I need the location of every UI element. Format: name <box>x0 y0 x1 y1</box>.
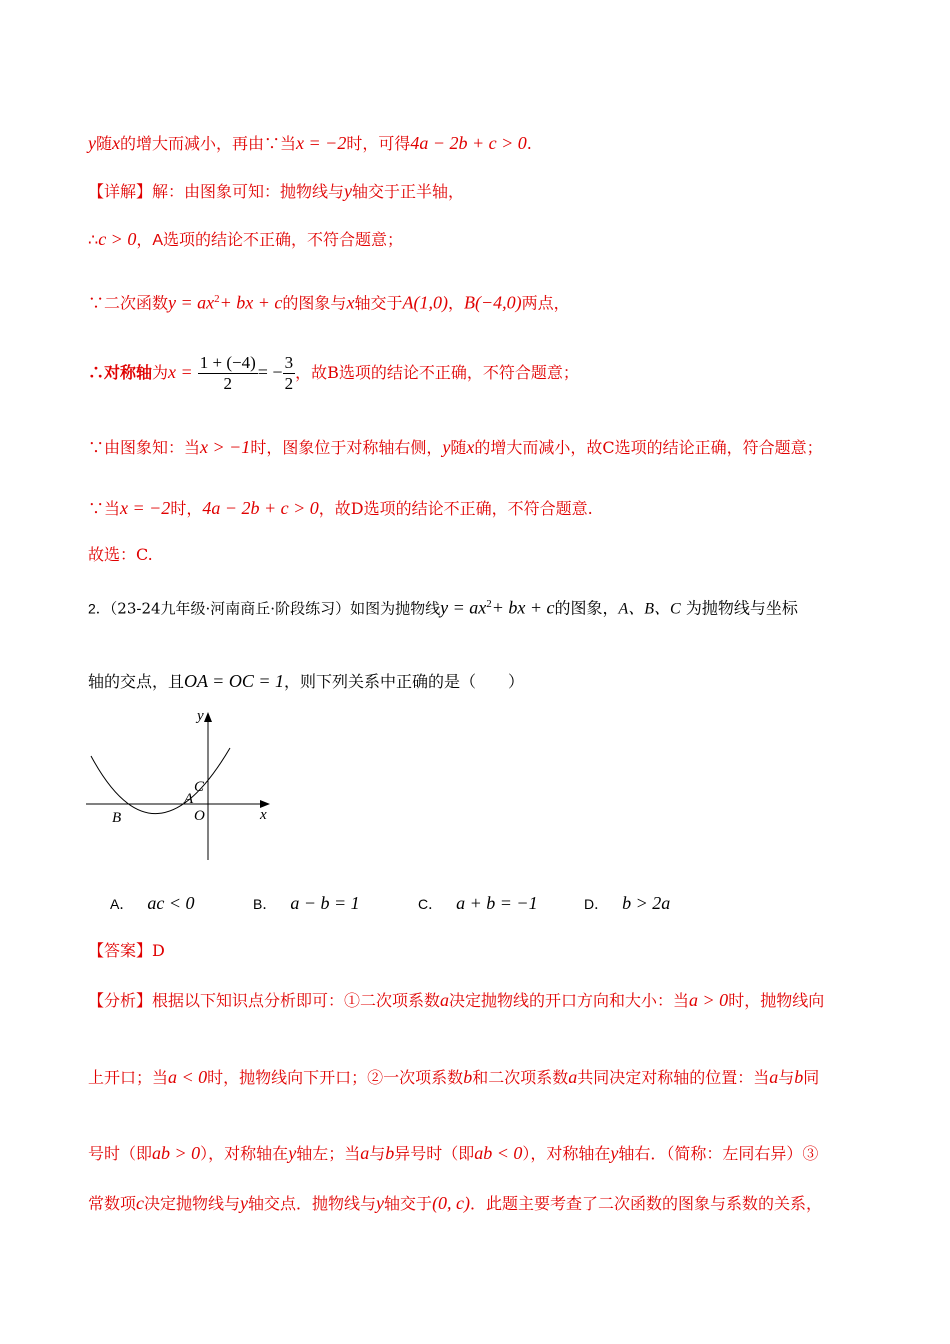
text: ，故B选项的结论不正确，不符合题意； <box>295 363 579 382</box>
text: ∵二次函数 <box>88 293 169 313</box>
math-x: x <box>346 292 355 313</box>
label-a: A <box>184 791 194 807</box>
line-4 <box>88 288 570 314</box>
math-eq: x = <box>168 362 193 382</box>
parabola-graph <box>80 700 280 865</box>
text: ，故D选项的结论不正确，不符合题意. <box>318 499 593 518</box>
text: 的图象与 <box>282 293 347 313</box>
option-b[interactable] <box>253 893 360 914</box>
text: 两点， <box>521 293 570 313</box>
line-2 <box>88 180 464 203</box>
text: ．此题主要考查了二次函数的图象与系数的关系， <box>470 1194 823 1213</box>
text: 和二次项系数 <box>472 1068 569 1087</box>
label-y: y <box>197 708 204 724</box>
analysis-1 <box>88 989 824 1012</box>
text: 随 <box>96 134 113 153</box>
numerator: 3 <box>284 353 294 372</box>
text: 常数项 <box>88 1194 137 1213</box>
fraction <box>283 353 296 394</box>
line-7 <box>88 497 593 520</box>
math-ineq: a > 0 <box>689 990 729 1010</box>
text: 【详解】解：由图象可知：抛物线与 <box>88 182 345 201</box>
text: 与 <box>778 1068 795 1087</box>
text: 为 <box>152 363 169 382</box>
option-value: a − b = 1 <box>290 893 360 913</box>
text: ∵当 <box>88 499 121 518</box>
text: 决定抛物线与 <box>144 1194 241 1213</box>
math-eq: + bx + c <box>491 597 555 618</box>
point-c: (0, c) <box>432 1193 471 1213</box>
option-a[interactable] <box>110 893 194 914</box>
math-ineq: 4a − 2b + c > 0 <box>410 133 527 153</box>
math-ineq: c > 0 <box>98 229 137 249</box>
math-a: a <box>769 1067 779 1087</box>
fraction <box>198 353 258 394</box>
math-y: y <box>240 1193 249 1213</box>
text: 轴右．（简称：左同右异）③ <box>618 1144 819 1163</box>
option-value: ac < 0 <box>147 893 195 913</box>
superscript: 2 <box>486 598 492 610</box>
text: ∴对称轴 <box>88 363 153 382</box>
text: 轴交于 <box>384 1194 433 1213</box>
question-text: （23-24九年级·河南商丘·阶段练习）如图为抛物线 <box>109 599 441 618</box>
line-8: 故选：C. <box>88 545 153 564</box>
math-a: a <box>360 1143 370 1163</box>
option-d[interactable] <box>584 893 670 914</box>
label-b: B <box>112 810 122 826</box>
math-ineq: ab > 0 <box>152 1143 201 1163</box>
math-eq: OA = OC = 1 <box>184 671 284 691</box>
text: 与 <box>369 1144 386 1163</box>
text: ），对称轴在 <box>522 1144 611 1163</box>
option-value: a + b = −1 <box>456 893 538 913</box>
line-3 <box>88 228 403 252</box>
text: 随 <box>450 438 467 457</box>
math-eq: = − <box>257 362 283 382</box>
text: 的增大而减小，再由∵当 <box>120 134 297 153</box>
math-y: y <box>376 1193 385 1213</box>
text: 轴交点．抛物线与 <box>248 1194 377 1213</box>
math-y: y <box>610 1143 619 1163</box>
math-eq: + bx + c <box>219 292 283 313</box>
math-ineq: 4a − 2b + c > 0 <box>202 498 319 518</box>
text: 【分析】根据以下知识点分析即可：①二次项系数 <box>88 991 441 1010</box>
text: 轴交于 <box>354 293 403 313</box>
math-ineq: a < 0 <box>168 1067 208 1087</box>
label-c: C <box>194 779 205 795</box>
math-eq: x = −2 <box>120 498 171 518</box>
math-y: y <box>88 133 96 153</box>
option-value: b > 2a <box>622 893 671 913</box>
denominator: 2 <box>223 374 233 393</box>
text: 的图象， <box>554 598 619 618</box>
math-ineq: x > −1 <box>200 437 251 457</box>
point-a: A(1,0) <box>402 292 448 313</box>
answer: 【答案】D <box>88 941 165 960</box>
math-y: y <box>442 437 451 457</box>
analysis-2 <box>88 1066 819 1089</box>
math-c: c <box>136 1193 145 1213</box>
text: ∵由图象知：当 <box>88 438 201 457</box>
line-5 <box>88 350 579 395</box>
question-2 <box>88 593 798 620</box>
text: 共同决定对称轴的位置：当 <box>577 1068 770 1087</box>
line-6 <box>88 436 823 459</box>
therefore: ∴ <box>88 230 99 249</box>
points: A、B、C <box>618 600 681 618</box>
text: ，则下列关系中正确的是（ ） <box>283 672 524 691</box>
text: 轴交于正半轴， <box>352 182 465 201</box>
text: 为抛物线与坐标 <box>680 598 798 618</box>
text: 时，抛物线向 <box>728 991 825 1010</box>
text: 时， <box>170 499 203 518</box>
math-x: x <box>112 133 121 153</box>
label-x: x <box>260 807 267 823</box>
math-eq: y = ax <box>168 292 215 313</box>
math-b: b <box>385 1143 395 1163</box>
text: 轴左；当 <box>296 1144 361 1163</box>
question-number: 2． <box>88 600 110 617</box>
option-c[interactable] <box>418 893 538 914</box>
math-b: b <box>463 1067 473 1087</box>
option-key: C． <box>418 896 443 912</box>
y-axis-arrow <box>204 712 212 722</box>
text: 时，可得 <box>346 134 411 153</box>
math-y: y <box>344 181 353 201</box>
math-a: a <box>568 1067 578 1087</box>
analysis-4 <box>88 1192 822 1215</box>
point-b: B(−4,0) <box>463 292 522 313</box>
label-o: O <box>194 808 205 824</box>
text: 的增大而减小，故C选项的结论正确，符合题意； <box>474 438 823 457</box>
math-eq: y = ax <box>440 597 487 618</box>
option-key: D． <box>584 896 609 912</box>
numerator: 1 + (−4) <box>199 353 256 372</box>
math-y: y <box>288 1143 297 1163</box>
analysis-3 <box>88 1142 818 1165</box>
option-key: A． <box>110 896 134 912</box>
text: ， <box>447 293 464 313</box>
math-b: b <box>794 1067 804 1087</box>
line-1 <box>88 132 532 155</box>
text: ），对称轴在 <box>200 1144 289 1163</box>
math-x: x <box>466 437 475 457</box>
math-eq: x = −2 <box>296 133 347 153</box>
text: 决定抛物线的开口方向和大小：当 <box>449 991 690 1010</box>
text: 时，抛物线向下开口；②一次项系数 <box>207 1068 464 1087</box>
superscript: 2 <box>214 293 220 305</box>
text: 轴的交点，且 <box>88 672 185 691</box>
math-ineq: ab < 0 <box>474 1143 523 1163</box>
math-a: a <box>440 990 450 1010</box>
text: . <box>526 134 532 153</box>
question-2-cont <box>88 670 524 693</box>
text: 时，图象位于对称轴右侧， <box>250 438 443 457</box>
text: 同 <box>803 1068 820 1087</box>
denominator: 2 <box>284 374 294 393</box>
text: 上开口；当 <box>88 1068 169 1087</box>
text: ，A选项的结论不正确，不符合题意； <box>136 232 404 249</box>
text: 号时（即 <box>88 1144 153 1163</box>
option-key: B． <box>253 896 277 912</box>
text: 异号时（即 <box>394 1144 475 1163</box>
